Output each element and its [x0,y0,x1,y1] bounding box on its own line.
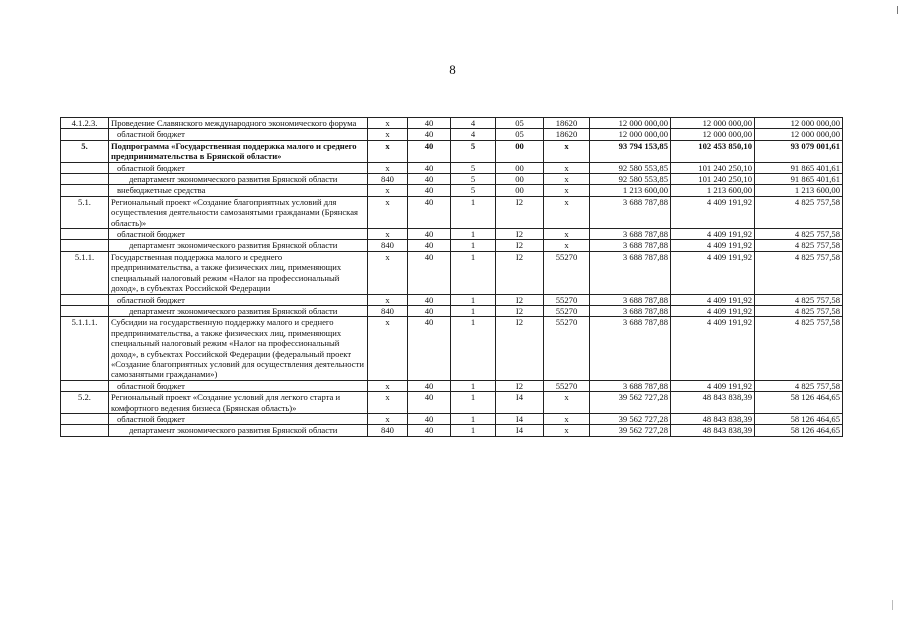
scan-edge-mark [897,6,898,14]
row-number [61,162,109,173]
cell-year2: 4 409 191,92 [671,294,755,305]
cell-year2: 12 000 000,00 [671,129,755,140]
cell-year1: 12 000 000,00 [590,129,671,140]
cell-year3: 1 213 600,00 [755,185,843,196]
row-number: 5.1.1.1. [61,317,109,380]
cell-kvr: х [544,140,590,162]
cell-year3: 4 825 757,58 [755,294,843,305]
cell-rz: 40 [408,240,451,251]
cell-kvr: 55270 [544,305,590,316]
cell-year3: 58 126 464,65 [755,413,843,424]
table-row [61,425,843,436]
table-row [61,162,843,173]
cell-pr: 1 [451,251,496,294]
cell-cs: I2 [496,294,544,305]
cell-cs: I2 [496,196,544,228]
cell-pr: 1 [451,425,496,436]
cell-cs: 00 [496,140,544,162]
cell-cs: I2 [496,251,544,294]
cell-year1: 39 562 727,28 [590,392,671,414]
cell-pr: 1 [451,392,496,414]
cell-year1: 3 688 787,88 [590,196,671,228]
row-name: Проведение Славянского международного экономического форума [109,118,368,129]
cell-rz: 40 [408,317,451,380]
row-name: Региональный проект «Создание благоприятных условий для осуществления деятельности самозанятыми гражданами (Брянская область)» [109,196,368,228]
row-number [61,185,109,196]
row-number [61,174,109,185]
cell-grbs: х [368,129,408,140]
cell-pr: 5 [451,185,496,196]
cell-year1: 3 688 787,88 [590,240,671,251]
cell-rz: 40 [408,229,451,240]
row-number [61,305,109,316]
cell-cs: I4 [496,425,544,436]
cell-year2: 4 409 191,92 [671,240,755,251]
cell-year3: 58 126 464,65 [755,392,843,414]
cell-pr: 1 [451,229,496,240]
cell-year2: 4 409 191,92 [671,229,755,240]
cell-cs: I4 [496,413,544,424]
cell-year1: 1 213 600,00 [590,185,671,196]
cell-pr: 1 [451,240,496,251]
cell-pr: 1 [451,317,496,380]
cell-grbs: х [368,413,408,424]
cell-year2: 4 409 191,92 [671,305,755,316]
row-number [61,380,109,391]
cell-year2: 12 000 000,00 [671,118,755,129]
cell-year1: 3 688 787,88 [590,294,671,305]
cell-rz: 40 [408,380,451,391]
row-number: 4.1.2.3. [61,118,109,129]
cell-year1: 93 794 153,85 [590,140,671,162]
row-name: областной бюджет [109,413,368,424]
cell-grbs: 840 [368,425,408,436]
cell-pr: 5 [451,174,496,185]
cell-grbs: х [368,294,408,305]
cell-rz: 40 [408,118,451,129]
cell-cs: I2 [496,229,544,240]
row-name: областной бюджет [109,162,368,173]
cell-kvr: х [544,413,590,424]
cell-year2: 48 843 838,39 [671,413,755,424]
scan-edge-mark [892,600,893,610]
cell-cs: I2 [496,317,544,380]
cell-year3: 93 079 001,61 [755,140,843,162]
cell-year2: 102 453 850,10 [671,140,755,162]
cell-year2: 101 240 250,10 [671,162,755,173]
cell-year2: 101 240 250,10 [671,174,755,185]
cell-pr: 4 [451,129,496,140]
cell-pr: 5 [451,140,496,162]
cell-year1: 92 580 553,85 [590,174,671,185]
cell-rz: 40 [408,162,451,173]
cell-kvr: х [544,185,590,196]
cell-grbs: х [368,162,408,173]
table-row [61,305,843,316]
cell-kvr: х [544,229,590,240]
cell-rz: 40 [408,425,451,436]
cell-year1: 39 562 727,28 [590,413,671,424]
cell-year2: 4 409 191,92 [671,317,755,380]
table-row [61,140,843,162]
row-name: областной бюджет [109,294,368,305]
cell-year3: 4 825 757,58 [755,380,843,391]
cell-cs: 00 [496,174,544,185]
cell-grbs: х [368,251,408,294]
cell-grbs: 840 [368,240,408,251]
cell-rz: 40 [408,413,451,424]
cell-rz: 40 [408,140,451,162]
cell-grbs: х [368,196,408,228]
cell-year1: 3 688 787,88 [590,317,671,380]
cell-rz: 40 [408,196,451,228]
cell-grbs: х [368,140,408,162]
cell-cs: 05 [496,129,544,140]
cell-year2: 4 409 191,92 [671,251,755,294]
cell-year1: 39 562 727,28 [590,425,671,436]
cell-kvr: х [544,425,590,436]
row-name: областной бюджет [109,380,368,391]
cell-rz: 40 [408,185,451,196]
cell-year3: 4 825 757,58 [755,240,843,251]
cell-pr: 1 [451,294,496,305]
cell-year3: 4 825 757,58 [755,251,843,294]
budget-table [60,117,843,437]
cell-rz: 40 [408,129,451,140]
cell-year3: 12 000 000,00 [755,129,843,140]
row-number: 5.1. [61,196,109,228]
cell-rz: 40 [408,392,451,414]
row-number [61,129,109,140]
table-row [61,129,843,140]
cell-grbs: х [368,380,408,391]
cell-cs: 00 [496,185,544,196]
cell-cs: 00 [496,162,544,173]
cell-pr: 1 [451,413,496,424]
table-row [61,185,843,196]
cell-pr: 1 [451,380,496,391]
row-name: департамент экономического развития Брянской области [109,425,368,436]
cell-kvr: 55270 [544,380,590,391]
row-number [61,413,109,424]
cell-kvr: х [544,196,590,228]
cell-rz: 40 [408,294,451,305]
cell-grbs: х [368,392,408,414]
cell-grbs: 840 [368,305,408,316]
table-row [61,240,843,251]
cell-year2: 48 843 838,39 [671,425,755,436]
cell-year3: 4 825 757,58 [755,196,843,228]
row-name: Региональный проект «Создание условий для легкого старта и комфортного ведения бизнеса (Брянская область)» [109,392,368,414]
row-number [61,425,109,436]
row-number [61,294,109,305]
cell-kvr: 55270 [544,251,590,294]
cell-year3: 4 825 757,58 [755,317,843,380]
cell-year1: 3 688 787,88 [590,380,671,391]
row-number: 5.1.1. [61,251,109,294]
cell-cs: I2 [496,380,544,391]
cell-rz: 40 [408,174,451,185]
cell-grbs: х [368,118,408,129]
page-number: 8 [449,62,456,77]
row-name: департамент экономического развития Брянской области [109,174,368,185]
cell-year3: 91 865 401,61 [755,162,843,173]
cell-pr: 1 [451,305,496,316]
cell-year3: 4 825 757,58 [755,305,843,316]
row-name: департамент экономического развития Брянской области [109,240,368,251]
cell-year1: 3 688 787,88 [590,305,671,316]
cell-cs: 05 [496,118,544,129]
cell-kvr: 18620 [544,118,590,129]
table-row [61,251,843,294]
row-number: 5.2. [61,392,109,414]
cell-cs: I4 [496,392,544,414]
row-number [61,229,109,240]
cell-year3: 58 126 464,65 [755,425,843,436]
cell-year2: 4 409 191,92 [671,380,755,391]
cell-year3: 91 865 401,61 [755,174,843,185]
cell-year2: 4 409 191,92 [671,196,755,228]
table-row [61,196,843,228]
cell-year2: 1 213 600,00 [671,185,755,196]
table-row [61,294,843,305]
cell-grbs: х [368,317,408,380]
cell-rz: 40 [408,305,451,316]
cell-kvr: х [544,162,590,173]
cell-rz: 40 [408,251,451,294]
cell-kvr: х [544,174,590,185]
cell-kvr: х [544,392,590,414]
cell-cs: I2 [496,305,544,316]
row-name: внебюджетные средства [109,185,368,196]
cell-cs: I2 [496,240,544,251]
cell-year1: 3 688 787,88 [590,251,671,294]
cell-year3: 4 825 757,58 [755,229,843,240]
cell-grbs: х [368,229,408,240]
cell-pr: 4 [451,118,496,129]
cell-kvr: х [544,240,590,251]
row-name: Государственная поддержка малого и среднего предпринимательства, а также физических лиц, применяющих специальный налоговый режим «Налог на профессиональный доход», в субъектах Российской Федерации [109,251,368,294]
row-name: Подпрограмма «Государственная поддержка малого и среднего предпринимательства в Брянской области» [109,140,368,162]
row-name: Субсидии на государственную поддержку малого и среднего предпринимательства, а также физических лиц, применяющих специальный налоговый режим «Налог на профессиональный доход», в субъектах Российской Федерации (федеральный проект «Создание благоприятных условий для осуществления деятельности самозанятыми гражданами») [109,317,368,380]
table-row [61,118,843,129]
cell-year1: 12 000 000,00 [590,118,671,129]
table-row [61,413,843,424]
row-number [61,240,109,251]
row-name: департамент экономического развития Брянской области [109,305,368,316]
cell-kvr: 18620 [544,129,590,140]
cell-pr: 5 [451,162,496,173]
row-number: 5. [61,140,109,162]
cell-kvr: 55270 [544,317,590,380]
cell-year1: 3 688 787,88 [590,229,671,240]
row-name: областной бюджет [109,229,368,240]
cell-year3: 12 000 000,00 [755,118,843,129]
cell-year1: 92 580 553,85 [590,162,671,173]
cell-kvr: 55270 [544,294,590,305]
cell-grbs: 840 [368,174,408,185]
cell-grbs: х [368,185,408,196]
row-name: областной бюджет [109,129,368,140]
cell-year2: 48 843 838,39 [671,392,755,414]
cell-pr: 1 [451,196,496,228]
table-row [61,229,843,240]
table-row [61,380,843,391]
table-row [61,317,843,380]
table-row [61,392,843,414]
table-row [61,174,843,185]
